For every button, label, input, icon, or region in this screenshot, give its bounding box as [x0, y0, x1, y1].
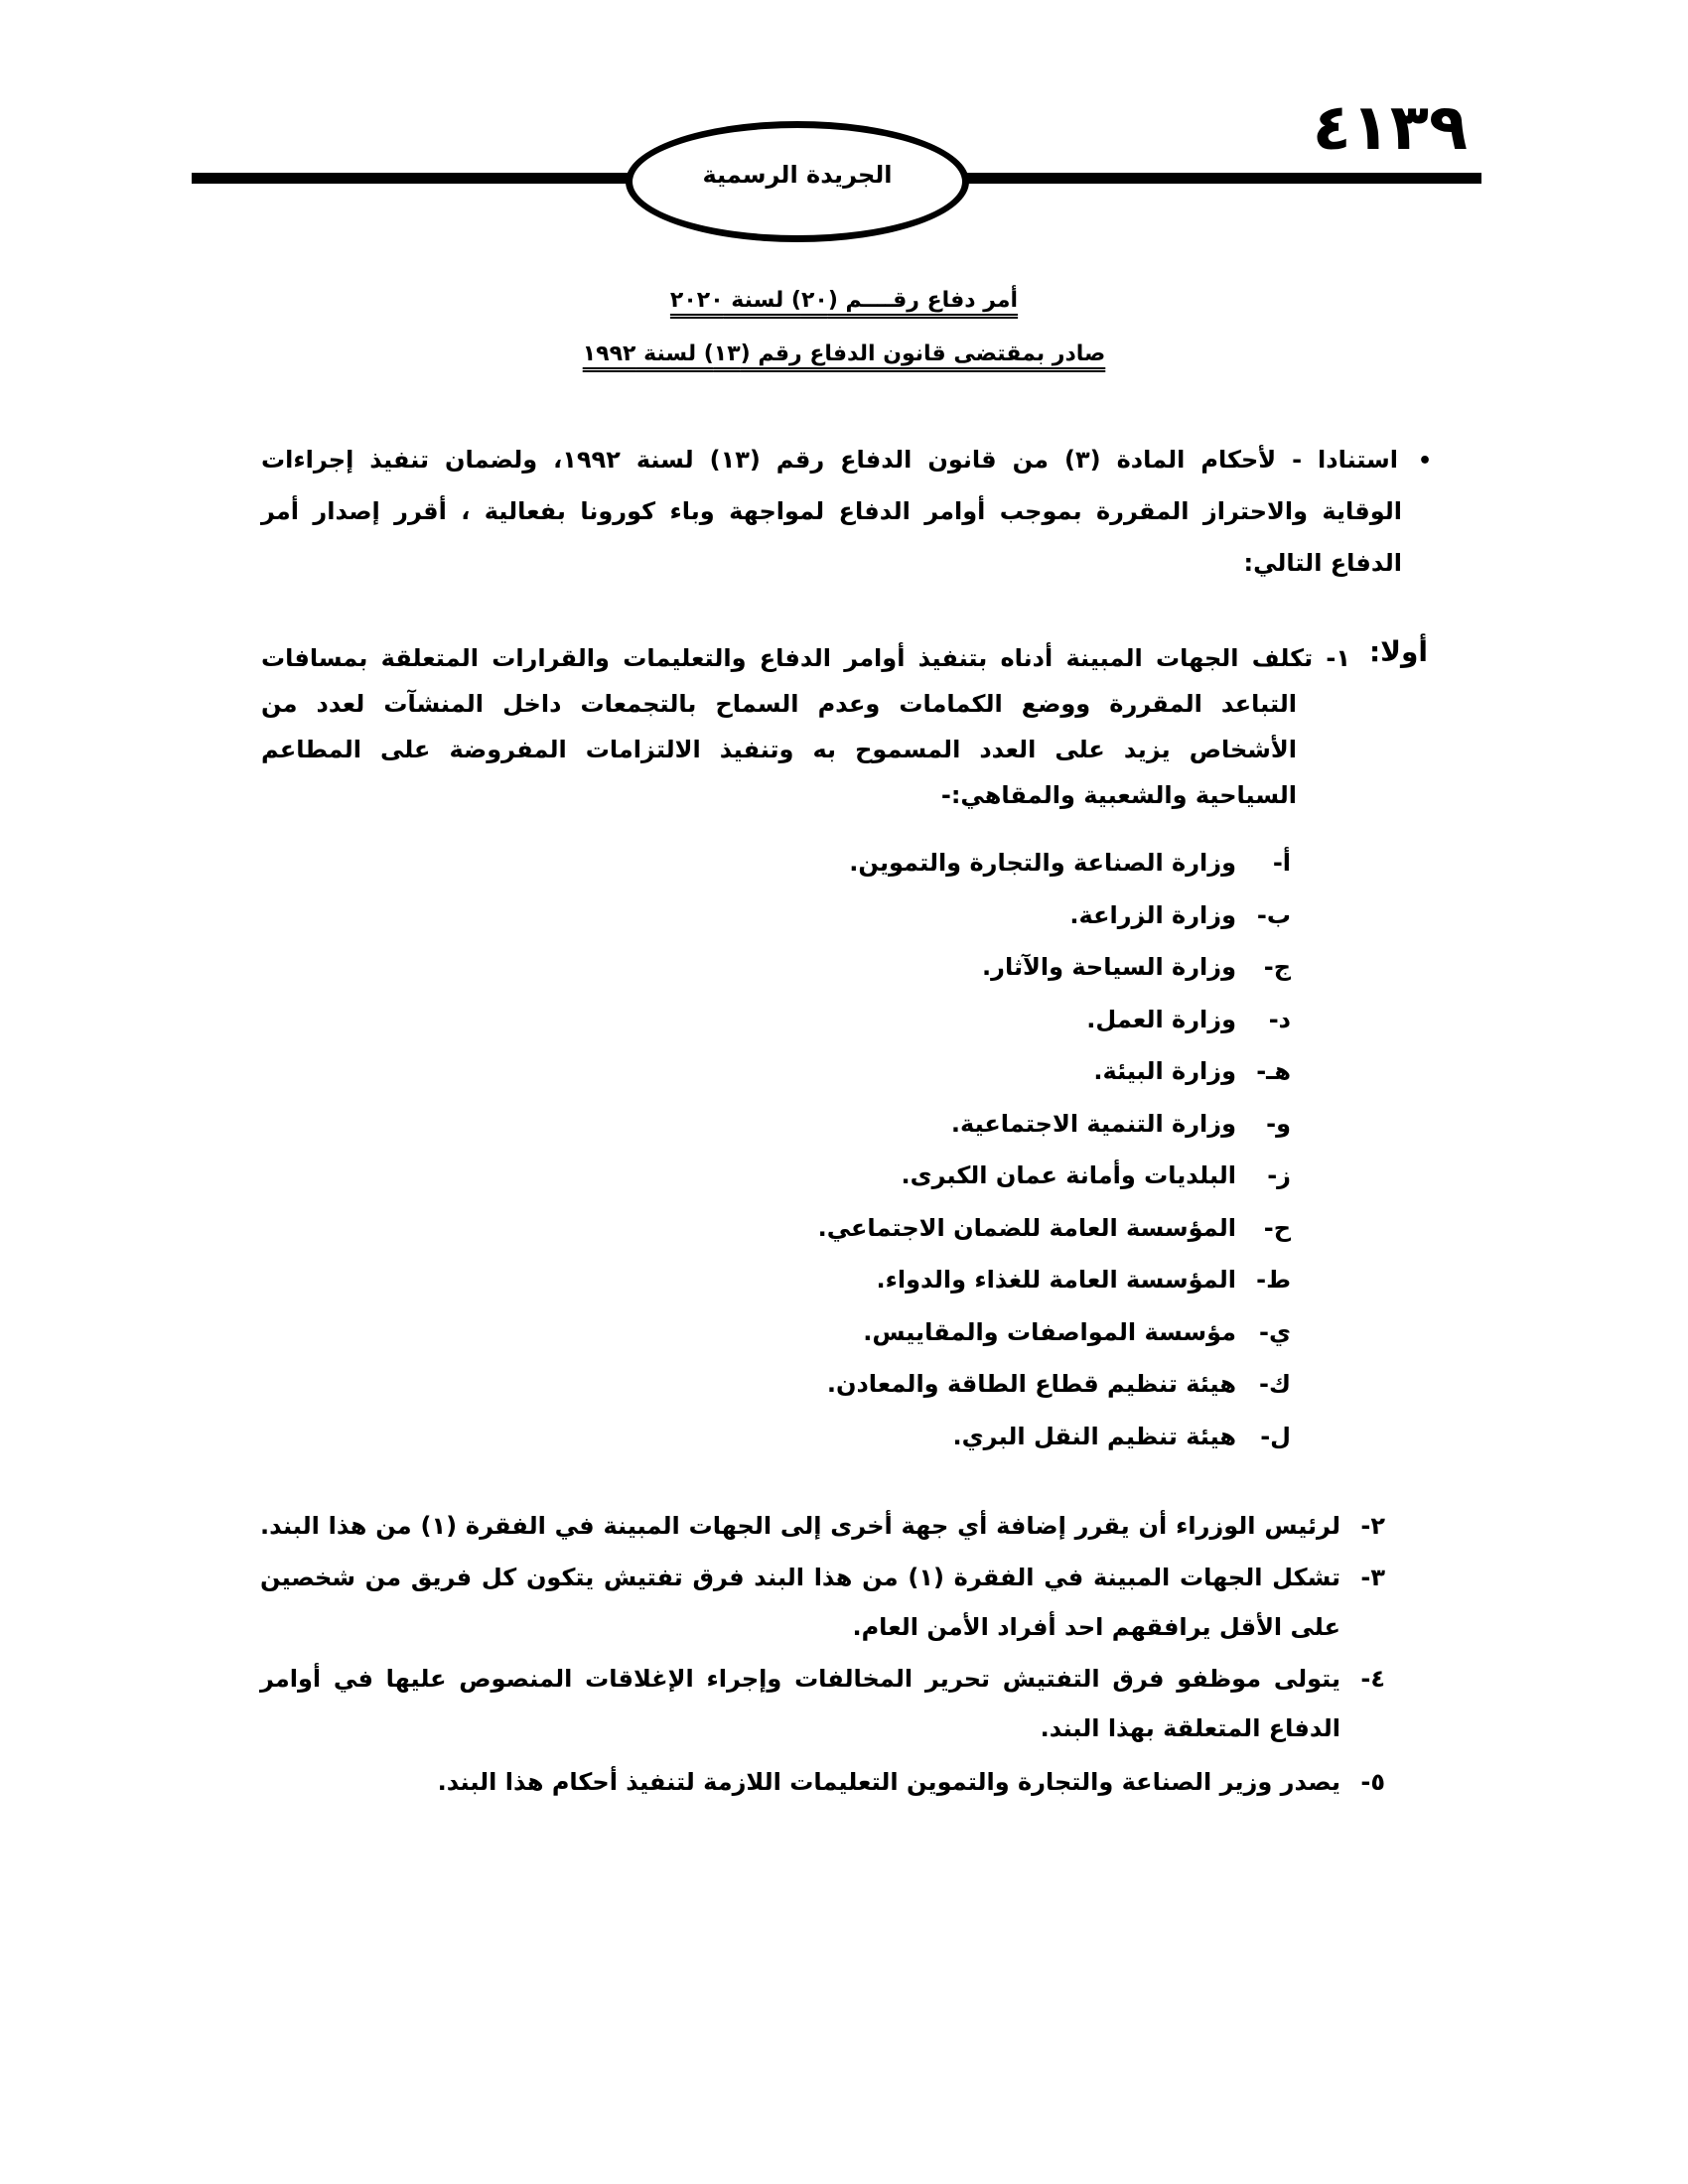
entity-letter: ك-	[1259, 1370, 1291, 1398]
clause-number: ٣-	[1360, 1564, 1385, 1591]
entity-letter: د-	[1268, 1005, 1291, 1033]
header-rule-left	[192, 173, 638, 184]
gazette-name: الجريدة الرسمية	[702, 161, 893, 189]
entity-letter: ز-	[1267, 1161, 1291, 1189]
clause-line: السياحية والشعبية والمقاهي:-	[940, 781, 1297, 809]
entity-item: وزارة السياحة والآثار.	[982, 953, 1236, 981]
entity-item: المؤسسة العامة للغذاء والدواء.	[876, 1266, 1236, 1294]
entity-letter: ط-	[1256, 1266, 1291, 1294]
order-subtitle-text: صادر بمقتضى قانون الدفاع رقم (١٣) لسنة ١٩٩٢	[582, 341, 1106, 366]
clause-line: يصدر وزير الصناعة والتجارة والتموين التعليمات اللازمة لتنفيذ أحكام هذا البند.	[437, 1768, 1340, 1796]
clause-line: يتولى موظفو فرق التفتيش تحرير المخالفات وإجراء الإغلاقات المنصوص عليها في أوامر	[260, 1665, 1340, 1693]
order-subtitle	[0, 341, 1688, 366]
entity-letter: ب-	[1256, 900, 1291, 929]
entity-letter: ي-	[1259, 1317, 1291, 1346]
gazette-emblem	[626, 121, 969, 242]
entity-letter: ح-	[1263, 1213, 1291, 1242]
clause-line: الأشخاص يزيد على العدد المسموح به وتنفيذ الالتزامات المفروضة على المطاعم	[261, 736, 1297, 763]
preamble-line: استنادا - لأحكام المادة (٣) من قانون الدفاع رقم (١٣) لسنة ١٩٩٢، ولضمان تنفيذ إجراءات	[261, 446, 1399, 474]
clause-line: الدفاع المتعلقة بهذا البند.	[1040, 1714, 1340, 1742]
clause-line: تشكل الجهات المبينة في الفقرة (١) من هذا البند فرق تفتيش يتكون كل فريق من شخصين	[260, 1564, 1340, 1591]
order-title	[0, 288, 1688, 313]
entity-letter: ل-	[1260, 1422, 1291, 1450]
bullet-icon: •	[1417, 449, 1432, 474]
entity-item: البلديات وأمانة عمان الكبرى.	[901, 1161, 1236, 1189]
entity-letter: و-	[1266, 1109, 1291, 1138]
clause-number: ٢-	[1360, 1512, 1385, 1540]
entity-item: المؤسسة العامة للضمان الاجتماعي.	[817, 1213, 1236, 1242]
header-rule-right	[953, 173, 1481, 184]
entity-item: هيئة تنظيم قطاع الطاقة والمعادن.	[826, 1370, 1236, 1398]
entity-item: هيئة تنظيم النقل البري.	[952, 1422, 1236, 1450]
entity-letter: أ-	[1272, 849, 1291, 877]
entity-letter: ج-	[1263, 953, 1291, 981]
clause-line: التباعد المقررة ووضع الكمامات وعدم السماح بالتجمعات داخل المنشآت لعدد من	[261, 690, 1297, 718]
page-number: ٤١٣٩	[1312, 91, 1468, 165]
clause-line: لرئيس الوزراء أن يقرر إضافة أي جهة أخرى إلى الجهات المبينة في الفقرة (١) من هذا البند.	[260, 1512, 1340, 1540]
entity-letter: هـ-	[1256, 1057, 1291, 1085]
order-title-text: أمر دفاع رقــــم (٢٠) لسنة ٢٠٢٠	[669, 288, 1019, 313]
preamble-line: الدفاع التالي:	[1243, 549, 1402, 577]
clause-line: على الأقل يرافقهم احد أفراد الأمن العام.	[852, 1613, 1340, 1641]
entity-item: وزارة التنمية الاجتماعية.	[950, 1109, 1236, 1138]
entity-item: مؤسسة المواصفات والمقاييس.	[863, 1317, 1236, 1346]
entity-item: وزارة العمل.	[1086, 1005, 1236, 1033]
section-heading: أولا:	[1368, 635, 1428, 668]
clause-line: ١- تكلف الجهات المبينة أدناه بتنفيذ أوامر الدفاع والتعليمات والقرارات المتعلقة بمسافات	[261, 644, 1350, 672]
entity-item: وزارة الصناعة والتجارة والتموين.	[849, 849, 1236, 877]
preamble-line: الوقاية والاحتراز المقررة بموجب أوامر الدفاع لمواجهة وباء كورونا بفعالية ، أقرر إصدار أمر	[261, 497, 1402, 525]
entity-item: وزارة البيئة.	[1093, 1057, 1236, 1085]
entity-item: وزارة الزراعة.	[1069, 900, 1236, 929]
clause-number: ٤-	[1360, 1665, 1385, 1693]
clause-number: ٥-	[1360, 1768, 1385, 1796]
